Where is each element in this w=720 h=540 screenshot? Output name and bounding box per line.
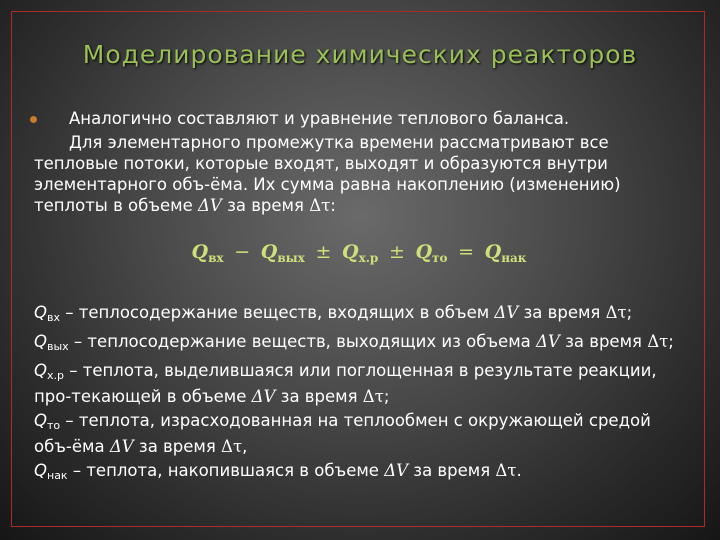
slide-title: Моделирование химических реакторов <box>82 40 638 69</box>
def-symbol: $Q_{х.р}$ <box>34 361 64 382</box>
formula-term-q-exchange: $Q_{то}$ <box>415 241 448 265</box>
def-symbol: $Q_{то}$ <box>34 411 61 432</box>
definition-item: $Q_{вых}$ – теплосодержание веществ, выходящих из объема ΔV за время Δτ; <box>34 332 674 353</box>
paragraph-end: : <box>330 196 336 215</box>
heat-balance-formula <box>34 242 684 269</box>
def-symbol: $Q_{вых}$ <box>34 332 69 353</box>
formula-term-q-reaction: $Q_{х.р}$ <box>342 241 379 265</box>
paragraph-tail: за время <box>221 196 304 215</box>
formula-op-minus: − <box>234 241 251 263</box>
formula-op-plusminus-2: ± <box>388 241 405 263</box>
definition-item: $Q_{то}$ – теплота, израсходованная на теплообмен с окружающей средой объ-ёма ΔV за время Δτ, <box>34 411 651 456</box>
paragraph-text: Для элементарного промежутка времени рассматривают все тепловые потоки, которые входят, выходят и образуются внутри элементарного объ-ёма. Их сумма равна накоплению (изменению) теплоты в объеме <box>34 133 621 215</box>
definition-item: $Q_{вх}$ – теплосодержание веществ, входящих в объем ΔV за время Δτ; <box>34 303 633 324</box>
bullet-icon <box>30 116 37 123</box>
formula-op-plusminus-1: ± <box>315 241 332 263</box>
formula-op-equals: = <box>458 241 475 263</box>
def-symbol: $Q_{вх}$ <box>34 303 60 324</box>
definitions-list <box>34 302 684 486</box>
time-symbol: Δτ <box>309 196 331 215</box>
slide-content <box>34 108 684 489</box>
definition-item: $Q_{нак}$ – теплота, накопившаяся в объеме ΔV за время Δτ. <box>34 461 522 482</box>
volume-symbol: ΔV <box>197 196 222 215</box>
balance-paragraph <box>34 132 684 216</box>
definition-item: $Q_{х.р}$ – теплота, выделившаяся или поглощенная в результате реакции, про-текающей в объеме ΔV за время Δτ; <box>34 361 657 406</box>
def-symbol: $Q_{нак}$ <box>34 461 68 482</box>
formula-term-q-accum: $Q_{нак}$ <box>484 241 527 265</box>
intro-line: Аналогично составляют и уравнение теплового баланса. <box>69 109 570 128</box>
formula-term-q-in: $Q_{вх}$ <box>191 241 224 265</box>
formula-term-q-out: $Q_{вых}$ <box>260 241 305 265</box>
